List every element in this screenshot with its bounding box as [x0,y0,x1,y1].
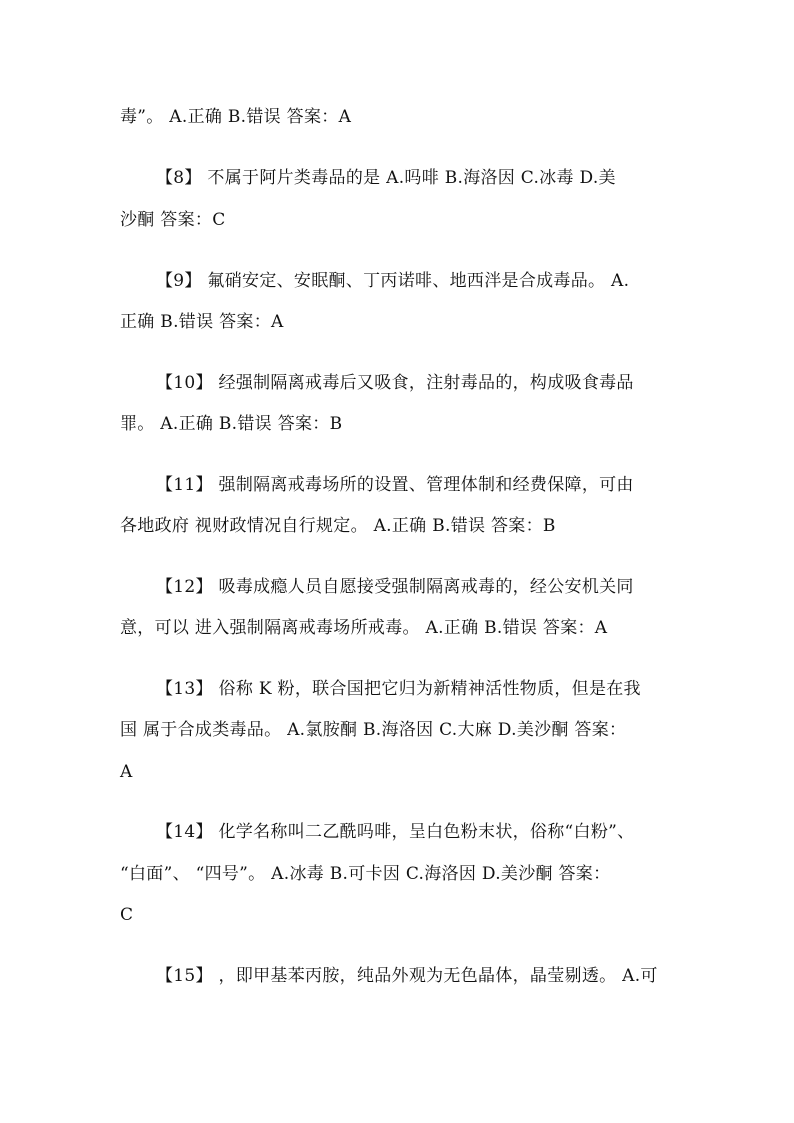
question-13-line-2: 国 属于合成类毒品。 A.氯胺酮 B.海洛因 C.大麻 D.美沙酮 答案： [120,720,627,740]
question-12-line-1: 【12】 吸毒成瘾人员自愿接受强制隔离戒毒的，经公安机关同 [156,577,634,597]
question-11-line-2: 各地政府 视财政情况自行规定。 A.正确 B.错误 答案：B [120,516,556,536]
question-13-line-3: A [120,762,133,782]
question-9-line-1: 【9】 氟硝安定、安眠酮、丁丙诺啡、地西泮是合成毒品。 A. [156,271,630,291]
question-14-line-2: “白面”、 “四号”。 A.冰毒 B.可卡因 C.海洛因 D.美沙酮 答案： [120,864,611,884]
question-14-line-3: C [120,905,134,925]
question-14-line-1: 【14】 化学名称叫二乙酰吗啡，呈白色粉末状，俗称“白粉”、 [156,822,635,842]
text-line: 毒”。 A.正确 B.错误 答案：A [120,107,352,127]
question-10-line-1: 【10】 经强制隔离戒毒后又吸食，注射毒品的，构成吸食毒品 [156,373,634,393]
question-10-line-2: 罪。 A.正确 B.错误 答案：B [120,414,343,434]
question-12-line-2: 意，可以 进入强制隔离戒毒场所戒毒。 A.正确 B.错误 答案：A [120,618,608,638]
question-15-line-1: 【15】 ，即甲基苯丙胺，纯品外观为无色晶体，晶莹剔透。 A.可 [156,966,658,986]
question-9-line-2: 正确 B.错误 答案：A [120,312,284,332]
question-8-line-2: 沙酮 答案：C [120,210,226,230]
question-11-line-1: 【11】 强制隔离戒毒场所的设置、管理体制和经费保障，可由 [156,475,634,495]
question-13-line-1: 【13】 俗称 K 粉，联合国把它归为新精神活性物质，但是在我 [156,679,641,699]
question-8-line-1: 【8】 不属于阿片类毒品的是 A.吗啡 B.海洛因 C.冰毒 D.美 [156,168,616,188]
